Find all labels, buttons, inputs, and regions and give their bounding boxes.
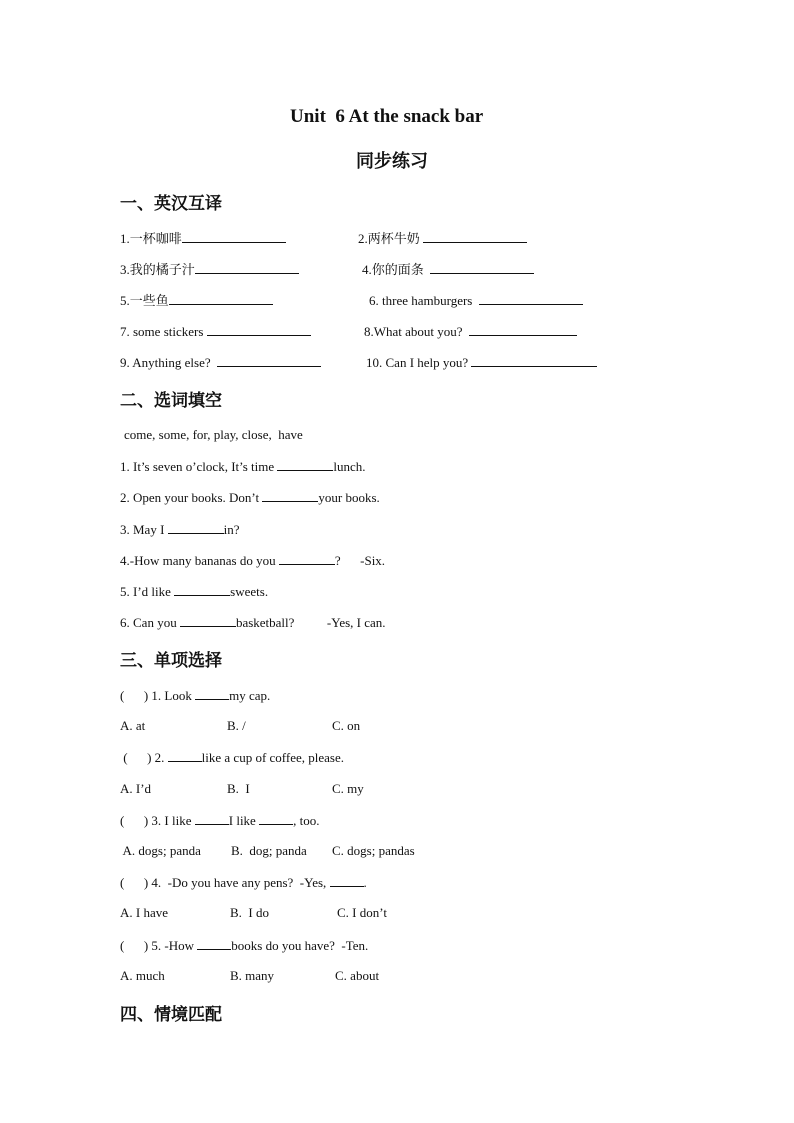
s3-q4-option-c: C. I don’t (337, 905, 387, 920)
s3-q3-option-c: C. dogs; pandas (332, 843, 415, 858)
s2-item-4: 4.-How many bananas do you ? -Six. (120, 553, 386, 568)
s1-item-6: 6. three hamburgers (369, 292, 583, 309)
s1-item-9: 9. Anything else? (120, 354, 321, 371)
s1-item-10: 10. Can I help you? (366, 354, 597, 371)
s3-q1-option-a: A. at (120, 718, 146, 733)
section3-heading: 三、单项选择 (120, 651, 222, 671)
s2-item-5: 5. I’d like sweets. (120, 584, 269, 599)
s3-q5-option-c: C. about (335, 968, 380, 983)
page-title: Unit 6 At the snack bar (290, 106, 484, 127)
section2-heading: 二、选词填空 (120, 391, 222, 411)
s3-q1-option-c: C. on (332, 718, 361, 733)
s3-q2-option-c: C. my (332, 781, 364, 796)
s3-question-4: ( ) 4. -Do you have any pens? -Yes, . (120, 875, 367, 890)
s1-item-5: 5.一些鱼 (120, 292, 273, 309)
s3-question-2: ( ) 2. like a cup of coffee, please. (120, 750, 344, 765)
section1-heading: 一、英汉互译 (120, 194, 222, 214)
page-subtitle: 同步练习 (356, 151, 428, 172)
s1-item-1: 1.一杯咖啡 (120, 230, 286, 247)
s3-q4-option-a: A. I have (120, 905, 169, 920)
word-bank: come, some, for, play, close, have (124, 427, 303, 442)
s1-item-7: 7. some stickers (120, 323, 311, 340)
s3-question-3: ( ) 3. I like I like , too. (120, 813, 320, 828)
s1-item-2: 2.两杯牛奶 (358, 230, 527, 247)
s3-q1-option-b: B. / (227, 718, 246, 733)
s3-q5-option-b: B. many (230, 968, 275, 983)
s3-question-1: ( ) 1. Look my cap. (120, 688, 271, 703)
s2-item-6: 6. Can you basketball? -Yes, I can. (120, 615, 386, 630)
s2-item-1: 1. It’s seven o’clock, It’s time lunch. (120, 459, 366, 474)
section4-heading: 四、情境匹配 (120, 1005, 222, 1025)
s2-item-3: 3. May I in? (120, 522, 240, 537)
s3-q5-option-a: A. much (120, 968, 165, 983)
s3-q2-option-b: B. I (227, 781, 250, 796)
s3-question-5: ( ) 5. -How books do you have? -Ten. (120, 938, 369, 953)
s3-q3-option-a: A. dogs; panda (120, 843, 201, 858)
s3-q4-option-b: B. I do (230, 905, 269, 920)
s1-item-8: 8.What about you? (364, 323, 577, 340)
s2-item-2: 2. Open your books. Don’t your books. (120, 490, 380, 505)
s1-item-3: 3.我的橘子汁 (120, 261, 299, 278)
s3-q3-option-b: B. dog; panda (231, 843, 307, 858)
s3-q2-option-a: A. I’d (120, 781, 152, 796)
s1-item-4: 4.你的面条 (362, 261, 534, 278)
